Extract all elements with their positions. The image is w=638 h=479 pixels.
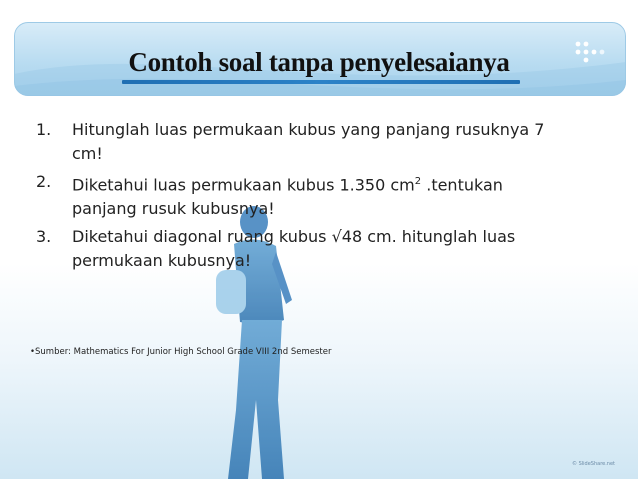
- item-text-line: Hitunglah luas permukaan kubus yang panjang rusuknya 7: [72, 120, 545, 139]
- list-item: [36, 170, 596, 221]
- source-note: •Sumber: Mathematics For Junior High School Grade VIII 2nd Semester: [30, 347, 332, 357]
- list-item: [36, 118, 596, 166]
- slide-title: Contoh soal tanpa penyelesaianya: [128, 47, 510, 77]
- item-text-line: cm!: [72, 144, 103, 163]
- item-text-line: Diketahui diagonal ruang kubus √48 cm. hitunglah luas: [72, 227, 516, 247]
- item-text: Diketahui luas permukaan kubus 1.350 cm: [72, 175, 415, 195]
- item-number: 2.: [36, 172, 52, 191]
- item-text-line: permukaan kubusnya!: [72, 251, 252, 271]
- item-number: 1.: [36, 120, 52, 139]
- watermark: © SlideShare.net: [572, 461, 616, 467]
- title-underline: [122, 80, 520, 84]
- superscript: 2: [414, 176, 422, 187]
- item-text-line: panjang rusuk kubusnya!: [72, 199, 275, 219]
- question-list: [36, 118, 596, 277]
- list-item: [36, 225, 596, 273]
- item-number: 3.: [36, 227, 52, 247]
- item-text: .tentukan: [421, 175, 503, 195]
- item-text-line: [72, 170, 596, 197]
